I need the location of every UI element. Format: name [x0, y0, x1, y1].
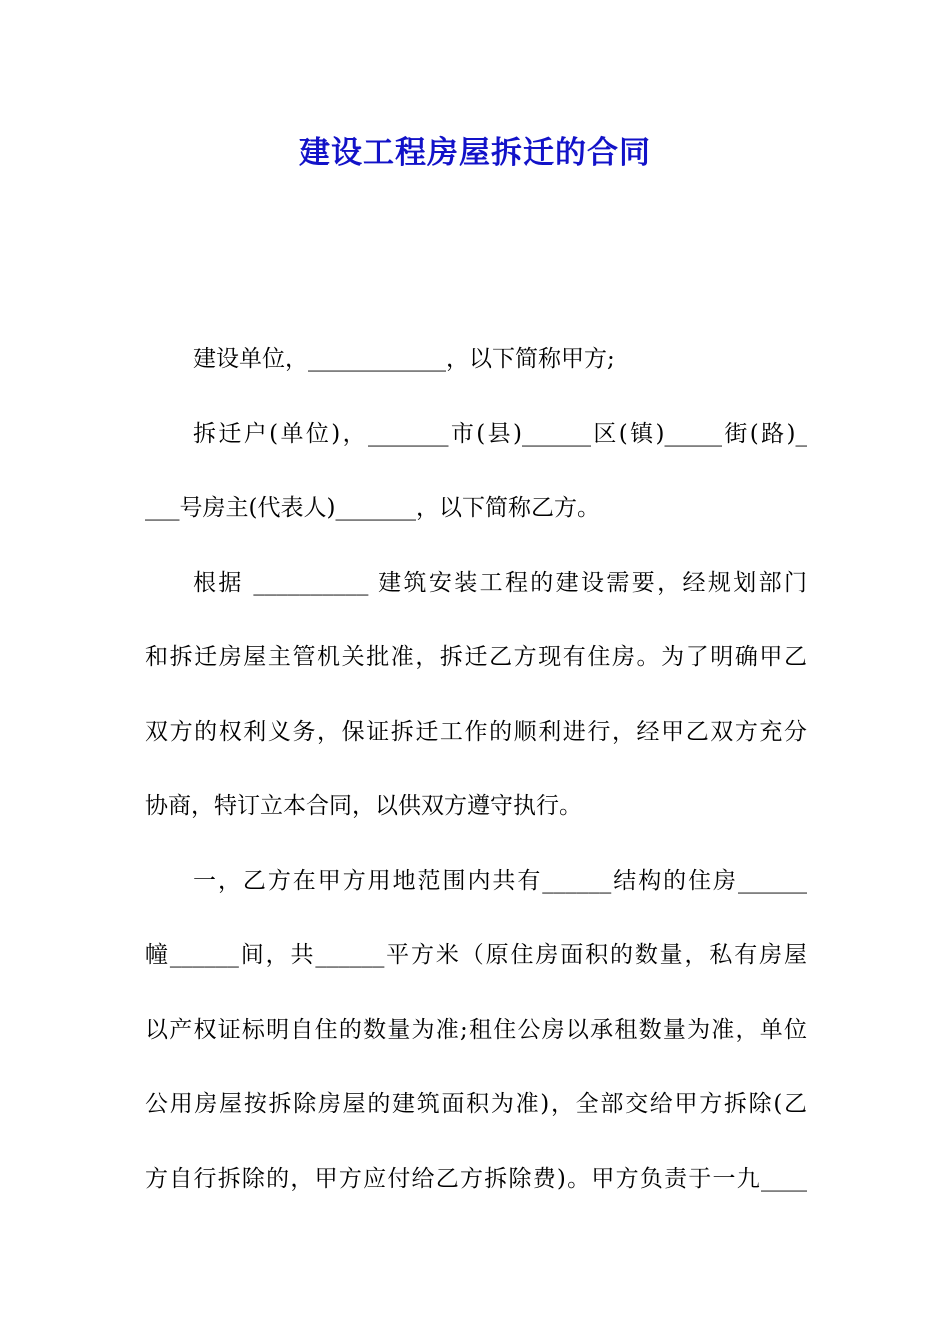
- paragraph-line: ___号房主(代表人)_______，以下简称乙方。: [145, 495, 600, 521]
- paragraph-line: 幢______间，共______平方米（原住房面积的数量，私有房屋: [145, 942, 807, 968]
- document-title: 建设工程房屋拆迁的合同: [299, 135, 651, 171]
- paragraph-line: 根据 __________ 建筑安装工程的建设需要，经规划部门: [193, 569, 807, 596]
- paragraph-line: 拆迁户(单位)，_______市(县)______区(镇)_____街(路)_: [193, 420, 807, 447]
- document-body: [145, 333, 807, 1227]
- paragraph-line: 方自行拆除的，甲方应付给乙方拆除费)。甲方负责于一九____: [145, 1165, 807, 1192]
- paragraph-line: 公用房屋按拆除房屋的建筑面积为准)，全部交给甲方拆除(乙: [145, 1091, 807, 1117]
- paragraph-line: 建设单位，____________，以下简称甲方;: [193, 346, 615, 372]
- paragraph-line: 和拆迁房屋主管机关批准，拆迁乙方现有住房。为了明确甲乙: [145, 644, 807, 670]
- paragraph-line: 以产权证标明自住的数量为准;租住公房以承租数量为准，单位: [145, 1016, 807, 1043]
- paragraph-line: 一，乙方在甲方用地范围内共有______结构的住房______: [193, 867, 807, 894]
- paragraph-line: 双方的权利义务，保证拆迁工作的顺利进行，经甲乙双方充分: [145, 718, 807, 745]
- paragraph-line: 协商，特订立本合同，以供双方遵守执行。: [145, 793, 582, 819]
